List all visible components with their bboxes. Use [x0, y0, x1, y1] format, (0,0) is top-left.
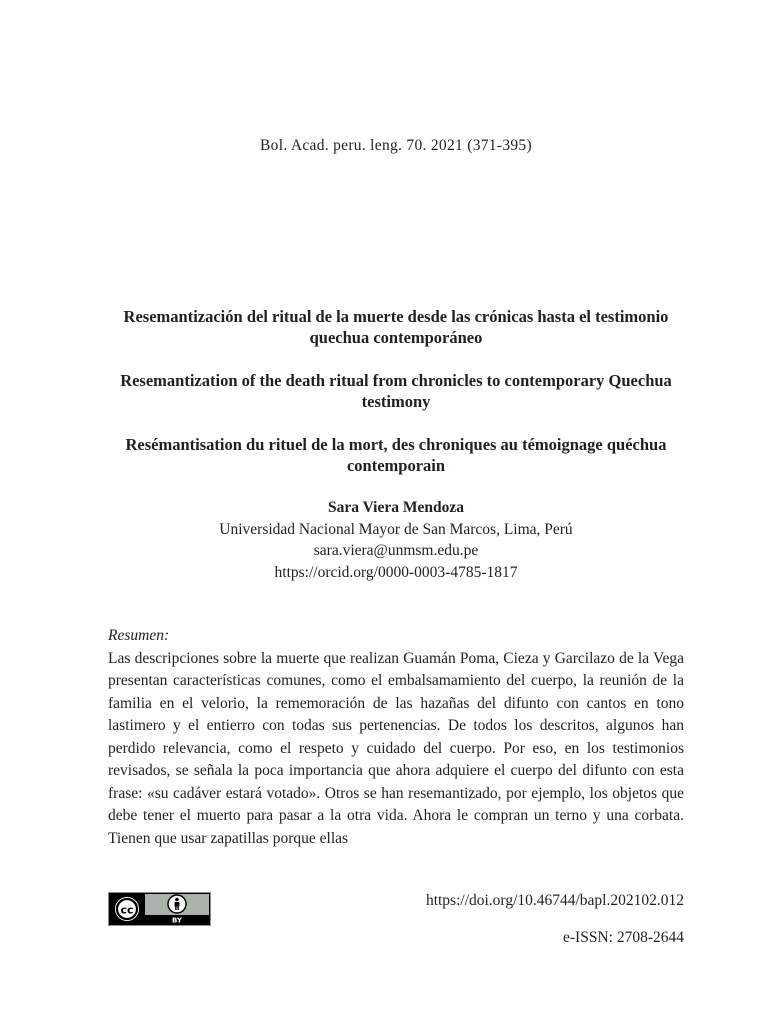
license-by-label: BY [171, 916, 183, 925]
author-orcid[interactable]: https://orcid.org/0000-0003-4785-1817 [274, 563, 518, 581]
title-spanish: Resemantización del ritual de la muerte desde las crónicas hasta el testimonio quechua contemporáneo [123, 307, 669, 347]
svg-text:cc: cc [120, 903, 134, 917]
title-french: Resémantisation du rituel de la mort, des chroniques au témoignage quéchua contemporain [125, 435, 667, 475]
author-name: Sara Viera Mendoza [327, 499, 465, 516]
author-email[interactable]: sara.viera@unmsm.edu.pe [313, 542, 479, 559]
abstract-label: Resumen: [108, 627, 170, 644]
attribution-person-icon [168, 895, 186, 913]
abstract-text: Las descripciones sobre la muerte que realizan Guamán Poma, Cieza y Garcilazo de la Vega presentan características comunes, como el embalsamamiento del cuerpo, la reunión de la familia en el velorio, la rememoración de las hazañas del difunto con cantos en tono lastimero y el entierro con todas sus pertenencias. De todos los descritos, algunos han perdido relevancia, como el respeto y cuidado del cuerpo. Por eso, en los testimonios revisados, se señala la poca importancia que ahora adquiere el cuerpo del difunto con esta frase: «su cadáver estará votado». Otros se han resemantizado, por ejemplo, los objetos que debe tener el muerto para pasar a la otra vida. Ahora le compran un terno y una corbata. Tienen que usar zapatillas porque ellas [108, 649, 684, 847]
abstract [108, 625, 684, 850]
cc-by-license-badge[interactable] [108, 892, 211, 926]
titles-block [108, 306, 684, 498]
title-english: Resemantization of the death ritual from chronicles to contemporary Quechua testimony [120, 371, 672, 411]
author-affiliation: Universidad Nacional Mayor de San Marcos, Lima, Perú [219, 520, 573, 538]
doi-link[interactable]: https://doi.org/10.46744/bapl.202102.012 [425, 892, 684, 909]
creative-commons-icon [114, 896, 140, 922]
journal-citation: Bol. Acad. peru. leng. 70. 2021 (371-395) [260, 137, 532, 154]
eissn: e-ISSN: 2708-2644 [563, 929, 684, 946]
author-block [108, 497, 684, 583]
